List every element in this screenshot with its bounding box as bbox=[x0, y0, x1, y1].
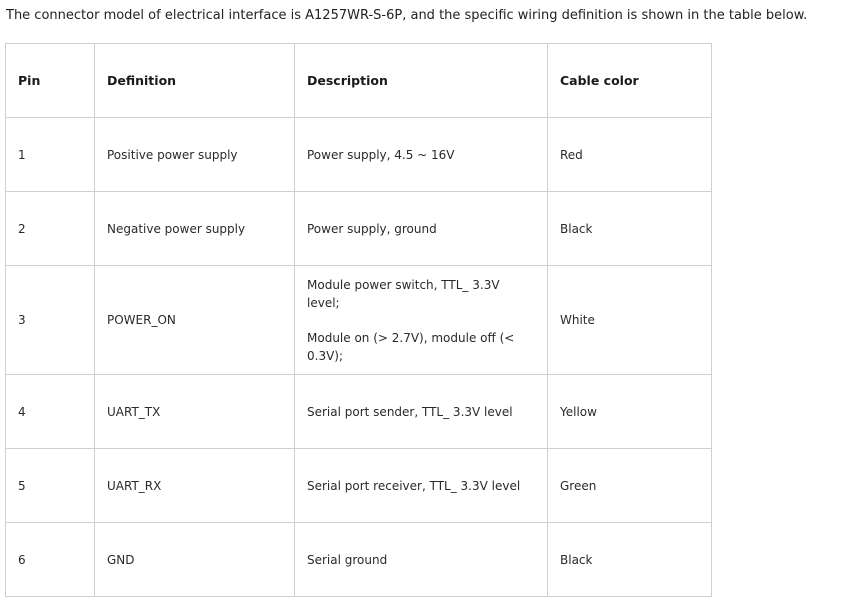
table-row bbox=[6, 118, 712, 192]
description-line: Module power switch, TTL_ 3.3V level; bbox=[307, 277, 500, 310]
description-line: Power supply, 4.5 ~ 16V bbox=[307, 147, 455, 162]
cell-definition: UART_RX bbox=[95, 449, 295, 523]
header-description: Description bbox=[295, 44, 548, 118]
header-definition: Definition bbox=[95, 44, 295, 118]
cell-cable-color: Green bbox=[548, 449, 712, 523]
table-row bbox=[6, 523, 712, 597]
cell-pin: 6 bbox=[6, 523, 95, 597]
cell-cable-color: Black bbox=[548, 192, 712, 266]
cell-definition: GND bbox=[95, 523, 295, 597]
description-line: Module on (> 2.7V), module off (< 0.3V); bbox=[307, 330, 515, 363]
cell-description bbox=[295, 192, 548, 266]
cell-description bbox=[295, 449, 548, 523]
cell-description bbox=[295, 523, 548, 597]
table-row bbox=[6, 266, 712, 375]
description-line: Serial port sender, TTL_ 3.3V level bbox=[307, 404, 513, 419]
cell-pin: 3 bbox=[6, 266, 95, 375]
cell-cable-color: Yellow bbox=[548, 375, 712, 449]
cell-definition: POWER_ON bbox=[95, 266, 295, 375]
cell-description bbox=[295, 266, 548, 375]
cell-description bbox=[295, 375, 548, 449]
cell-definition: Negative power supply bbox=[95, 192, 295, 266]
description-line: Serial ground bbox=[307, 552, 388, 567]
description-line: Power supply, ground bbox=[307, 221, 437, 236]
cell-pin: 5 bbox=[6, 449, 95, 523]
table-header-row bbox=[6, 44, 712, 118]
wiring-table bbox=[5, 43, 712, 597]
description-line: Serial port receiver, TTL_ 3.3V level bbox=[307, 478, 521, 493]
header-cable-color: Cable color bbox=[548, 44, 712, 118]
table-row bbox=[6, 375, 712, 449]
cell-pin: 4 bbox=[6, 375, 95, 449]
cell-pin: 1 bbox=[6, 118, 95, 192]
cell-definition: Positive power supply bbox=[95, 118, 295, 192]
table-row bbox=[6, 449, 712, 523]
cell-pin: 2 bbox=[6, 192, 95, 266]
cell-definition: UART_TX bbox=[95, 375, 295, 449]
cell-cable-color: Red bbox=[548, 118, 712, 192]
cell-description bbox=[295, 118, 548, 192]
intro-paragraph: The connector model of electrical interface is A1257WR-S-6P, and the specific wiring definition is shown in the table below. bbox=[6, 8, 808, 23]
cell-cable-color: White bbox=[548, 266, 712, 375]
cell-cable-color: Black bbox=[548, 523, 712, 597]
header-pin: Pin bbox=[6, 44, 95, 118]
table-row bbox=[6, 192, 712, 266]
